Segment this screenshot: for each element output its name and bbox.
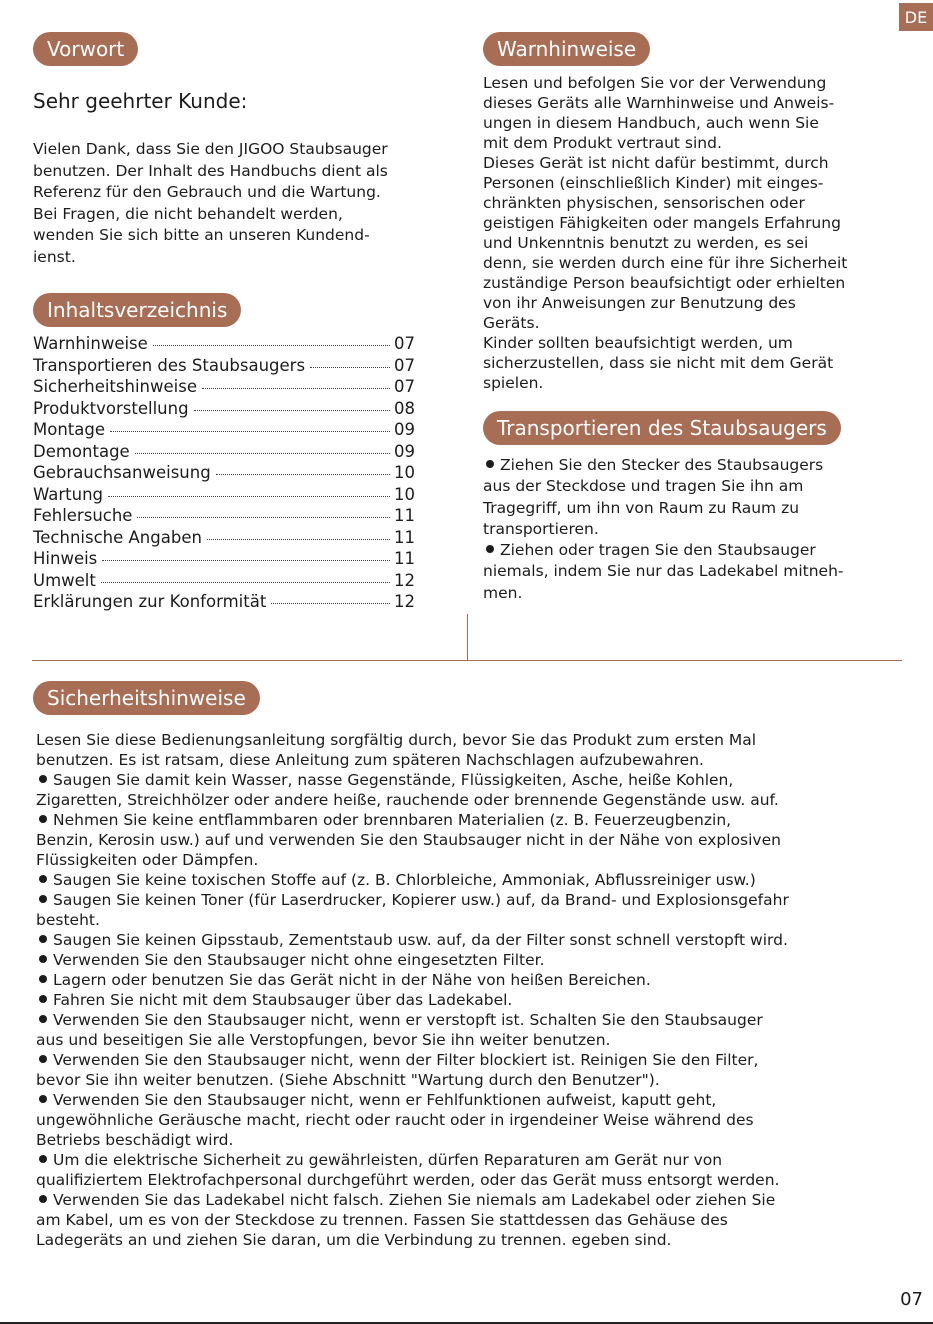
toc-label: Hinweis: [33, 549, 98, 568]
bullet-icon: [39, 775, 47, 783]
safety-line-text: Saugen Sie keinen Gipsstaub, Zementstaub usw. auf, da der Filter sonst schnell verstopft wird.: [53, 931, 788, 949]
transport-line-text: Ziehen Sie den Stecker des Staubsaugers: [500, 456, 824, 474]
safety-line: [36, 1110, 916, 1130]
foreword-line: Bei Fragen, die nicht behandelt werden,: [33, 204, 343, 223]
safety-line: [36, 1090, 916, 1110]
safety-line-text: bevor Sie ihn weiter benutzen. (Siehe Abschnitt "Wartung durch den Benutzer").: [36, 1071, 660, 1089]
toc-page: 11: [394, 527, 415, 547]
language-badge: DE: [899, 3, 933, 31]
toc-leader: [137, 516, 390, 518]
toc-page: 09: [394, 420, 415, 439]
bullet-icon: [39, 955, 47, 963]
toc-label: Erklärungen zur Konformität: [33, 592, 267, 611]
foreword-heading: Vorwort: [33, 32, 138, 66]
toc-label: Sicherheitshinweise: [33, 377, 197, 396]
toc-page: 12: [394, 570, 415, 590]
toc-row: [33, 355, 416, 377]
safety-line-text: Lesen Sie diese Bedienungsanleitung sorgfältig durch, bevor Sie das Produkt zum ersten Mal: [36, 731, 757, 749]
transport-line: [483, 498, 923, 519]
safety-line: [36, 1150, 916, 1170]
warning-line: chränkten physischen, sensorischen oder: [483, 194, 805, 212]
foreword-line: Vielen Dank, dass Sie den JIGOO Staubsauger: [33, 140, 388, 158]
safety-line-text: Nehmen Sie keine entflammbaren oder brennbaren Materialien (z. B. Feuerzeugbenzin,: [53, 811, 732, 829]
bullet-icon: [39, 1015, 47, 1023]
bullet-icon: [39, 935, 47, 943]
safety-line: [36, 910, 916, 930]
toc-leader: [153, 344, 390, 346]
safety-line: [36, 830, 916, 850]
safety-line: [36, 970, 916, 990]
toc-row: [33, 505, 416, 527]
warning-line: von ihr Anweisungen zur Benutzung des: [483, 294, 796, 312]
warning-line: denn, sie werden durch eine für ihre Sicherheit: [483, 254, 848, 272]
transport-heading: Transportieren des Staubsaugers: [483, 411, 841, 445]
toc-label: Umwelt: [33, 570, 96, 590]
safety-line-text: ungewöhnliche Geräusche macht, riecht oder raucht oder in irgendeiner Weise während des: [36, 1111, 754, 1129]
bullet-icon: [39, 875, 47, 883]
warning-line: geistigen Fähigkeiten oder mangels Erfahrung: [483, 214, 841, 232]
safety-line-text: Zigaretten, Streichhölzer oder andere heiße, rauchende oder brennende Gegenstände usw. auf.: [36, 791, 779, 809]
toc-leader: [271, 602, 390, 604]
toc-page: 07: [394, 377, 415, 396]
toc-row: [33, 398, 416, 420]
foreword-line: benutzen. Der Inhalt des Handbuchs dient als: [33, 161, 388, 180]
safety-line: [36, 950, 916, 970]
safety-line-text: Verwenden Sie den Staubsauger nicht, wenn der Filter blockiert ist. Reinigen Sie den Filter,: [53, 1051, 759, 1069]
toc-label: Wartung: [33, 484, 104, 504]
toc-label: Montage: [33, 420, 105, 439]
toc-leader: [202, 387, 390, 389]
safety-line: [36, 1230, 916, 1250]
warning-line: zuständige Person beaufsichtigt oder erhielten: [483, 274, 846, 292]
toc-label: Demontage: [33, 441, 130, 461]
transport-line: [483, 455, 923, 476]
bullet-icon: [39, 995, 47, 1003]
safety-line-text: Verwenden Sie den Staubsauger nicht ohne eingesetzten Filter.: [53, 951, 545, 969]
toc-label: Technische Angaben: [33, 527, 202, 547]
bullet-icon: [39, 975, 47, 983]
safety-line: [36, 890, 916, 910]
safety-line-text: besteht.: [36, 911, 100, 929]
warning-line: ungen in diesem Handbuch, auch wenn Sie: [483, 114, 819, 132]
foreword-text: [33, 139, 453, 268]
safety-line: [36, 1170, 916, 1190]
toc-row: [33, 527, 416, 549]
warning-line: spielen.: [483, 374, 544, 392]
safety-line-text: Um die elektrische Sicherheit zu gewährleisten, dürfen Reparaturen am Gerät nur von: [53, 1151, 723, 1169]
transport-line: [483, 583, 923, 604]
toc-row: [33, 333, 416, 355]
safety-line: [36, 770, 916, 790]
warning-line: mit dem Produkt vertraut sind.: [483, 134, 722, 152]
safety-line-text: Fahren Sie nicht mit dem Staubsauger über das Ladekabel.: [53, 991, 513, 1009]
safety-line-text: Verwenden Sie den Staubsauger nicht, wenn er Fehlfunktionen aufweist, kaputt geht,: [53, 1091, 717, 1109]
warning-line: und Unkenntnis benutzt zu werden, es sei: [483, 234, 809, 252]
toc-row: [33, 484, 416, 506]
toc-page: 09: [394, 441, 415, 461]
toc-page: 11: [394, 506, 415, 525]
toc-leader: [194, 409, 390, 411]
safety-heading: Sicherheitshinweise: [33, 681, 260, 715]
toc-row: [33, 462, 416, 484]
safety-line: [36, 850, 916, 870]
greeting: Sehr geehrter Kunde:: [33, 89, 248, 113]
safety-line-text: Ladegeräts an und ziehen Sie daran, um die Verbindung zu trennen. egeben sind.: [36, 1231, 672, 1249]
safety-line-text: Saugen Sie keine toxischen Stoffe auf (z. B. Chlorbleiche, Ammoniak, Abflussreiniger usw.): [53, 871, 756, 889]
warning-line: Lesen und befolgen Sie vor der Verwendung: [483, 74, 827, 92]
warning-line: sicherzustellen, dass sie nicht mit dem Gerät: [483, 354, 834, 372]
safety-text: [36, 730, 916, 1250]
safety-line: [36, 1050, 916, 1070]
toc-row: [33, 441, 416, 463]
warnings-text: [483, 73, 923, 393]
toc-page: 07: [394, 355, 415, 375]
bullet-icon: [39, 1155, 47, 1163]
safety-line: [36, 870, 916, 890]
toc-row: [33, 548, 416, 570]
toc-row: [33, 570, 416, 592]
transport-line-text: Tragegriff, um ihn von Raum zu Raum zu: [483, 498, 800, 517]
toc-row: [33, 419, 416, 441]
warning-line: dieses Geräts alle Warnhinweise und Anweis-: [483, 94, 835, 112]
toc-leader: [102, 559, 390, 561]
bullet-icon: [39, 1095, 47, 1103]
safety-line: [36, 1190, 916, 1210]
toc-leader: [108, 495, 390, 497]
toc-leader: [110, 430, 390, 432]
toc-leader: [101, 581, 390, 583]
toc-label: Produktvorstellung: [33, 398, 189, 418]
toc-leader: [310, 366, 390, 368]
toc-label: Transportieren des Staubsaugers: [33, 355, 306, 375]
safety-line-text: Flüssigkeiten oder Dämpfen.: [36, 851, 259, 869]
column-divider: [467, 614, 468, 661]
transport-line: [483, 519, 923, 540]
safety-line-text: Saugen Sie keinen Toner (für Laserdrucker, Kopierer usw.) auf, da Brand- und Explosionsgefahr: [53, 891, 789, 909]
section-divider: [32, 660, 902, 661]
bullet-icon: [486, 460, 494, 468]
foreword-line: ienst.: [33, 247, 76, 266]
safety-line: [36, 1130, 916, 1150]
toc-label: Gebrauchsanweisung: [33, 463, 211, 482]
safety-line: [36, 990, 916, 1010]
transport-line-text: transportieren.: [483, 519, 599, 538]
toc-page: 08: [394, 398, 415, 418]
safety-line-text: aus und beseitigen Sie alle Verstopfungen, bevor Sie ihn weiter benutzen.: [36, 1031, 611, 1049]
transport-line: [483, 476, 923, 497]
safety-line-text: Saugen Sie damit kein Wasser, nasse Gegenstände, Flüssigkeiten, Asche, heiße Kohlen,: [53, 771, 734, 789]
toc-leader: [216, 473, 390, 475]
table-of-contents: [33, 333, 416, 613]
toc-leader: [135, 452, 390, 454]
safety-line: [36, 1030, 916, 1050]
safety-line: [36, 810, 916, 830]
warning-line: Personen (einschließlich Kinder) mit einges-: [483, 174, 824, 192]
transport-line-text: men.: [483, 583, 523, 602]
safety-line-text: am Kabel, um es von der Steckdose zu trennen. Fassen Sie stattdessen das Gehäuse des: [36, 1211, 728, 1229]
toc-leader: [207, 538, 390, 540]
safety-line-text: Benzin, Kerosin usw.) auf und verwenden Sie den Staubsauger nicht in der Nähe von explosiven: [36, 831, 781, 849]
toc-page: 12: [394, 592, 415, 611]
safety-line-text: Verwenden Sie den Staubsauger nicht, wenn er verstopft ist. Schalten Sie den Staubsauger: [53, 1011, 763, 1029]
toc-label: Warnhinweise: [33, 334, 148, 353]
safety-line-text: Betriebs beschädigt wird.: [36, 1131, 234, 1149]
toc-row: [33, 376, 416, 398]
warnings-heading: Warnhinweise: [483, 32, 650, 66]
foreword-line: wenden Sie sich bitte an unseren Kundend-: [33, 226, 370, 244]
safety-line: [36, 1210, 916, 1230]
warning-line: Geräts.: [483, 314, 540, 332]
safety-line: [36, 750, 916, 770]
transport-line-text: Ziehen oder tragen Sie den Staubsauger: [500, 541, 816, 560]
safety-line-text: qualifiziertem Elektrofachpersonal durchgeführt werden, oder das Gerät muss entsorgt werden.: [36, 1171, 780, 1189]
toc-page: 11: [394, 549, 415, 568]
toc-page: 10: [394, 484, 415, 504]
safety-line: [36, 930, 916, 950]
safety-line-text: benutzen. Es ist ratsam, diese Anleitung zum späteren Nachschlagen aufzubewahren.: [36, 751, 704, 769]
bullet-icon: [39, 1195, 47, 1203]
safety-line-text: Verwenden Sie das Ladekabel nicht falsch. Ziehen Sie niemals am Ladekabel oder ziehen Sie: [53, 1191, 776, 1209]
transport-text: [483, 455, 923, 604]
toc-page: 10: [394, 463, 415, 482]
bullet-icon: [39, 1055, 47, 1063]
transport-line-text: niemals, indem Sie nur das Ladekabel mitneh-: [483, 562, 844, 581]
toc-page: 07: [394, 334, 415, 353]
foreword-line: Referenz für den Gebrauch und die Wartung.: [33, 183, 381, 201]
toc-row: [33, 591, 416, 613]
safety-line: [36, 1070, 916, 1090]
safety-line-text: Lagern oder benutzen Sie das Gerät nicht in der Nähe von heißen Bereichen.: [53, 971, 651, 989]
bullet-icon: [486, 545, 494, 553]
toc-heading: Inhaltsverzeichnis: [33, 293, 241, 327]
transport-line: [483, 540, 923, 561]
transport-line: [483, 561, 923, 582]
page-number: 07: [900, 1289, 923, 1310]
transport-line-text: aus der Steckdose und tragen Sie ihn am: [483, 477, 804, 496]
safety-line: [36, 790, 916, 810]
warning-line: Kinder sollten beaufsichtigt werden, um: [483, 334, 793, 352]
safety-line: [36, 730, 916, 750]
warning-line: Dieses Gerät ist nicht dafür bestimmt, durch: [483, 154, 829, 172]
bullet-icon: [39, 895, 47, 903]
safety-line: [36, 1010, 916, 1030]
bullet-icon: [39, 815, 47, 823]
toc-label: Fehlersuche: [33, 506, 133, 525]
